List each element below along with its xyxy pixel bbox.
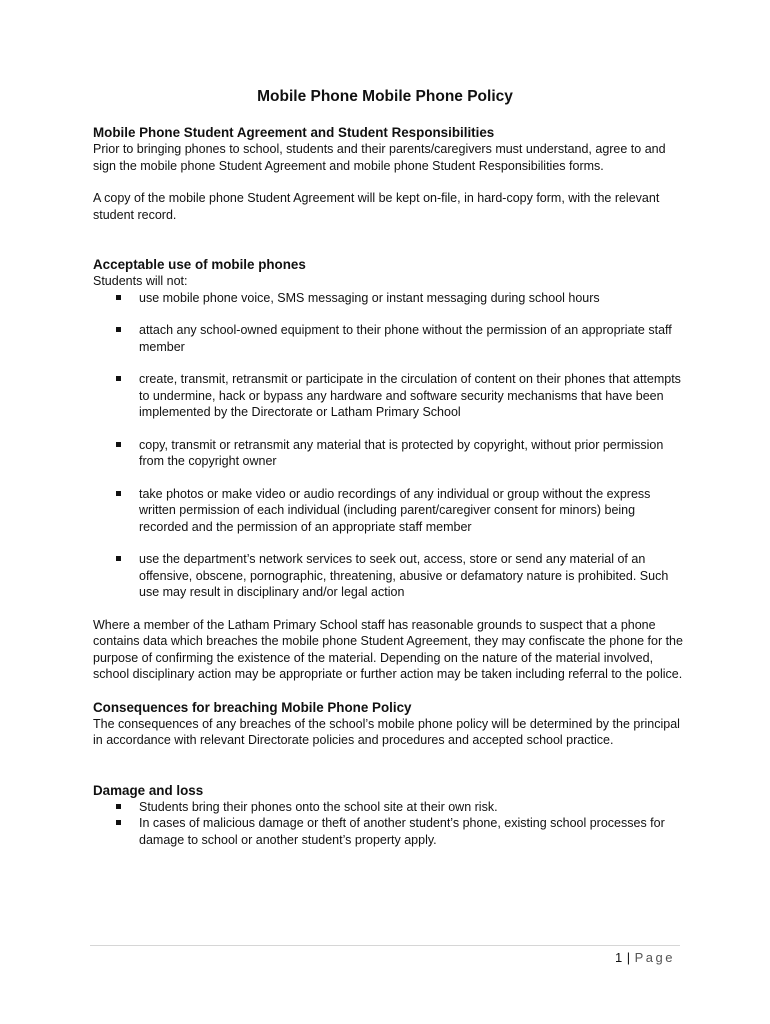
bullet-icon xyxy=(116,820,121,825)
document-body xyxy=(93,124,683,848)
acceptable-use-closing: Where a member of the Latham Primary School staff has reasonable grounds to suspect that a phone contains data which breaches the mobile phone Student Agreement, they may confiscate the phone for the purpose of confirming the existence of the material. Depending on the nature of the material involved, school disciplinary action may be appropriate or further action may be taken including referral to the police. xyxy=(93,617,683,681)
list-item: use the department’s network services to seek out, access, store or send any material of an offensive, obscene, pornographic, threatening, abusive or defamatory nature is prohibited. Such use may result in disciplinary and/or legal action xyxy=(93,551,683,601)
acceptable-use-heading: Acceptable use of mobile phones xyxy=(93,257,306,272)
acceptable-use-list xyxy=(93,290,683,601)
bullet-icon xyxy=(116,556,121,561)
agreement-heading: Mobile Phone Student Agreement and Student Responsibilities xyxy=(93,125,495,140)
bullet-icon xyxy=(116,327,121,332)
page-label: Page xyxy=(634,950,675,965)
acceptable-use-intro: Students will not: xyxy=(93,274,188,288)
bullet-icon xyxy=(116,491,121,496)
damage-heading: Damage and loss xyxy=(93,782,204,798)
footer-separator: | xyxy=(626,950,631,965)
list-item: create, transmit, retransmit or participate in the circulation of content on their phones that attempts to undermine, hack or bypass any hardware and software security mechanisms that have been implemented by the Directorate or Latham Primary School xyxy=(93,371,683,421)
bullet-icon xyxy=(116,442,121,447)
consequences-paragraph: The consequences of any breaches of the school’s mobile phone policy will be determined by the principal in accordance with relevant Directorate policies and procedures and accepted school practice. xyxy=(93,716,680,747)
list-item: In cases of malicious damage or theft of another student’s phone, existing school processes for damage to school or another student’s property apply. xyxy=(93,815,683,848)
list-item: copy, transmit or retransmit any material that is protected by copyright, without prior permission from the copyright owner xyxy=(93,437,683,470)
list-item: take photos or make video or audio recordings of any individual or group without the express written permission of each individual (including parent/caregiver consent for minors) being recorded and the permission of an appropriate staff member xyxy=(93,486,683,536)
bullet-icon xyxy=(116,376,121,381)
list-item: attach any school-owned equipment to their phone without the permission of an appropriate staff member xyxy=(93,322,683,355)
bullet-icon xyxy=(116,295,121,300)
page-number: 1 xyxy=(615,950,623,965)
bullet-icon xyxy=(116,804,121,809)
agreement-paragraph-1: Prior to bringing phones to school, students and their parents/caregivers must understand, agree to and sign the mobile phone Student Agreement and mobile phone Student Responsibilities forms. xyxy=(93,142,666,173)
page-title: Mobile Phone Mobile Phone Policy xyxy=(257,88,513,105)
damage-list xyxy=(93,799,683,849)
list-item: Students bring their phones onto the school site at their own risk. xyxy=(93,799,683,816)
list-item: use mobile phone voice, SMS messaging or instant messaging during school hours xyxy=(93,290,683,307)
consequences-heading: Consequences for breaching Mobile Phone Policy xyxy=(93,699,412,715)
footer-divider xyxy=(90,945,680,946)
page-footer xyxy=(615,950,675,965)
agreement-paragraph-2: A copy of the mobile phone Student Agreement will be kept on-file, in hard-copy form, with the relevant student record. xyxy=(93,191,660,222)
